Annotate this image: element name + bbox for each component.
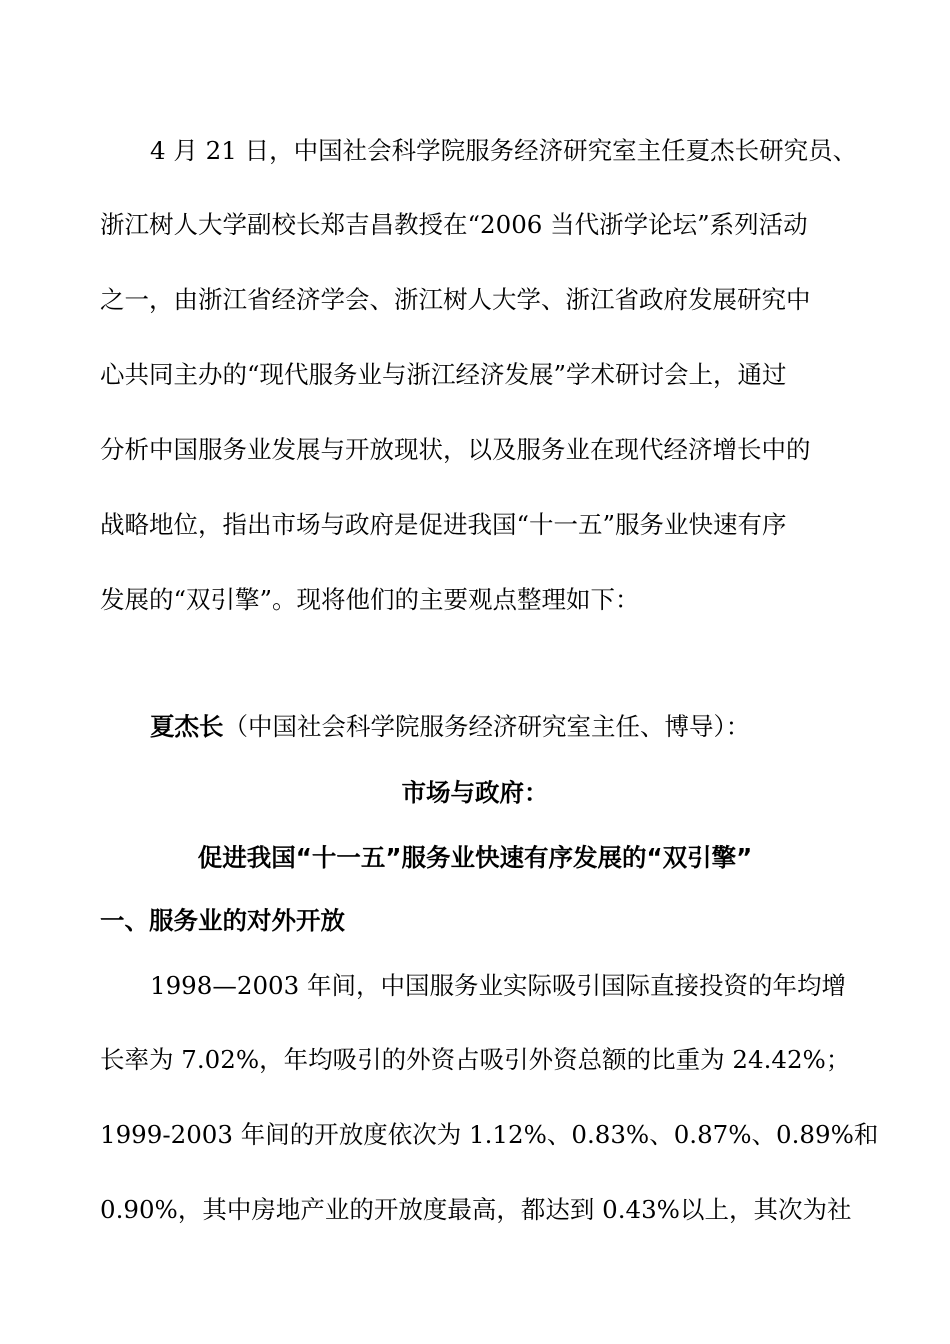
intro-line-3: 之一，由浙江省经济学会、浙江树人大学、浙江省政府发展研究中: [100, 285, 811, 314]
intro-line-4: 心共同主办的“现代服务业与浙江经济发展”学术研讨会上，通过: [100, 360, 787, 389]
intro-line-5: 分析中国服务业发展与开放现状，以及服务业在现代经济增长中的: [100, 435, 811, 464]
article-title-line-2: 促进我国“十一五”服务业快速有序发展的“双引擎”: [197, 843, 753, 872]
intro-line-6: 战略地位，指出市场与政府是促进我国“十一五”服务业快速有序: [100, 510, 787, 539]
section-line-3: 1999-2003 年间的开放度依次为 1.12%、0.83%、0.87%、0.89%和: [100, 1120, 879, 1149]
speaker-name: 夏杰长: [150, 712, 224, 741]
section-line-1: 1998—2003 年间，中国服务业实际吸引国际直接投资的年均增: [150, 971, 846, 1000]
section-line-4: 0.90%，其中房地产业的开放度最高，都达到 0.43%以上，其次为社: [100, 1195, 852, 1224]
intro-line-2: 浙江树人大学副校长郑吉昌教授在“2006 当代浙学论坛”系列活动: [100, 210, 808, 239]
intro-line-1: 4 月 21 日，中国社会科学院服务经济研究室主任夏杰长研究员、: [150, 136, 858, 165]
section-line-2: 长率为 7.02%，年均吸引的外资占吸引外资总额的比重为 24.42%；: [100, 1045, 851, 1074]
intro-line-7: 发展的“双引擎”。现将他们的主要观点整理如下：: [100, 585, 640, 614]
speaker-affiliation: （中国社会科学院服务经济研究室主任、博导）：: [223, 712, 751, 741]
speaker-line: [150, 712, 910, 742]
section-heading: 一、服务业的对外开放: [100, 906, 345, 935]
article-title-line-1: 市场与政府：: [401, 778, 549, 807]
